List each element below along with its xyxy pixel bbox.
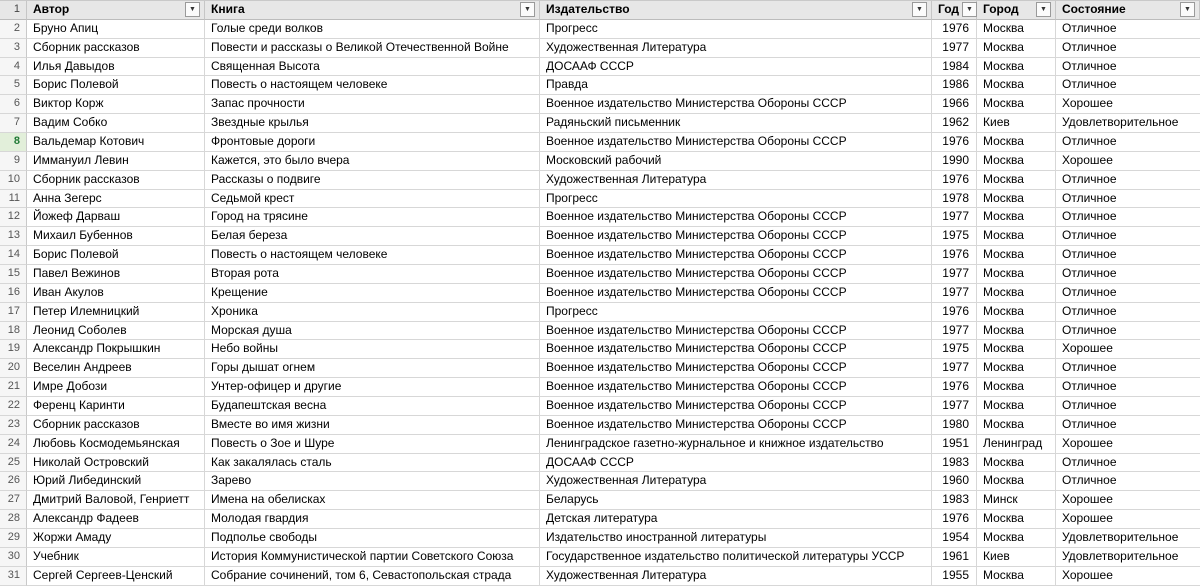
cell-condition[interactable]: Отличное [1056, 397, 1200, 416]
cell-condition[interactable]: Отличное [1056, 265, 1200, 284]
cell-publisher[interactable]: Прогресс [540, 20, 932, 39]
cell-condition[interactable]: Отличное [1056, 303, 1200, 322]
cell-publisher[interactable]: Правда [540, 76, 932, 95]
cell-city[interactable]: Москва [977, 152, 1056, 171]
cell-book[interactable]: Вторая рота [205, 265, 540, 284]
row-number[interactable]: 9 [0, 152, 27, 171]
cell-condition[interactable]: Отличное [1056, 58, 1200, 77]
cell-book[interactable]: Кажется, это было вчера [205, 152, 540, 171]
cell-author[interactable]: Сборник рассказов [27, 416, 205, 435]
cell-year[interactable]: 1976 [932, 20, 977, 39]
cell-book[interactable]: Город на трясине [205, 208, 540, 227]
cell-city[interactable]: Москва [977, 190, 1056, 209]
column-header-book[interactable] [205, 1, 540, 20]
cell-year[interactable]: 1977 [932, 322, 977, 341]
cell-publisher[interactable]: Издательство иностранной литературы [540, 529, 932, 548]
cell-publisher[interactable]: Военное издательство Министерства Обороны СССР [540, 265, 932, 284]
cell-publisher[interactable]: ДОСААФ СССР [540, 454, 932, 473]
filter-dropdown-publisher-icon[interactable]: ▼ [912, 2, 927, 17]
cell-publisher[interactable]: Военное издательство Министерства Обороны СССР [540, 340, 932, 359]
column-header-label: Состояние [1062, 2, 1126, 17]
cell-book[interactable]: Повесть о настоящем человеке [205, 76, 540, 95]
cell-condition[interactable]: Хорошее [1056, 152, 1200, 171]
cell-year[interactable]: 1977 [932, 39, 977, 58]
cell-condition[interactable]: Удовлетворительное [1056, 114, 1200, 133]
cell-author[interactable]: Сергей Сергеев-Ценский [27, 567, 205, 586]
cell-author[interactable]: Любовь Космодемьянская [27, 435, 205, 454]
table-row [0, 510, 1200, 529]
cell-city[interactable]: Москва [977, 510, 1056, 529]
cell-year[interactable]: 1961 [932, 548, 977, 567]
cell-publisher[interactable]: Художественная Литература [540, 567, 932, 586]
cell-author[interactable]: Вальдемар Котович [27, 133, 205, 152]
row-number[interactable]: 20 [0, 359, 27, 378]
cell-year[interactable]: 1976 [932, 510, 977, 529]
cell-publisher[interactable]: ДОСААФ СССР [540, 58, 932, 77]
cell-author[interactable]: Александр Фадеев [27, 510, 205, 529]
cell-city[interactable]: Москва [977, 378, 1056, 397]
column-header-label: Год [938, 2, 959, 17]
table-row [0, 76, 1200, 95]
cell-city[interactable]: Москва [977, 340, 1056, 359]
cell-book[interactable]: Небо войны [205, 340, 540, 359]
table-row [0, 491, 1200, 510]
cell-book[interactable]: Молодая гвардия [205, 510, 540, 529]
column-header-label: Книга [211, 2, 245, 17]
cell-year[interactable]: 1983 [932, 491, 977, 510]
cell-city[interactable]: Москва [977, 359, 1056, 378]
cell-city[interactable]: Москва [977, 76, 1056, 95]
table-row [0, 208, 1200, 227]
corner-row-number[interactable]: 1 [0, 1, 27, 20]
cell-condition[interactable]: Отличное [1056, 208, 1200, 227]
cell-year[interactable]: 1960 [932, 472, 977, 491]
cell-year[interactable]: 1975 [932, 227, 977, 246]
filter-dropdown-author-icon[interactable]: ▼ [185, 2, 200, 17]
row-number[interactable]: 23 [0, 416, 27, 435]
cell-author[interactable]: Дмитрий Валовой, Генриетт [27, 491, 205, 510]
cell-condition[interactable]: Отличное [1056, 378, 1200, 397]
cell-year[interactable]: 1977 [932, 208, 977, 227]
row-number[interactable]: 21 [0, 378, 27, 397]
cell-city[interactable]: Москва [977, 95, 1056, 114]
cell-city[interactable]: Москва [977, 454, 1056, 473]
cell-condition[interactable]: Хорошее [1056, 95, 1200, 114]
cell-author[interactable]: Ференц Каринти [27, 397, 205, 416]
cell-city[interactable]: Москва [977, 397, 1056, 416]
cell-condition[interactable]: Хорошее [1056, 491, 1200, 510]
cell-condition[interactable]: Отличное [1056, 133, 1200, 152]
table-row [0, 472, 1200, 491]
cell-book[interactable]: Священная Высота [205, 58, 540, 77]
cell-author[interactable]: Юрий Либединский [27, 472, 205, 491]
table-row [0, 284, 1200, 303]
cell-publisher[interactable]: Военное издательство Министерства Обороны СССР [540, 284, 932, 303]
cell-year[interactable]: 1951 [932, 435, 977, 454]
cell-author[interactable]: Николай Островский [27, 454, 205, 473]
cell-book[interactable]: Повесть о настоящем человеке [205, 246, 540, 265]
cell-author[interactable]: Вадим Собко [27, 114, 205, 133]
cell-book[interactable]: Белая береза [205, 227, 540, 246]
cell-publisher[interactable]: Государственное издательство политической литературы УССР [540, 548, 932, 567]
cell-city[interactable]: Москва [977, 472, 1056, 491]
cell-book[interactable]: Как закалялась сталь [205, 454, 540, 473]
table-row [0, 133, 1200, 152]
filter-dropdown-condition-icon[interactable]: ▼ [1180, 2, 1195, 17]
cell-condition[interactable]: Отличное [1056, 39, 1200, 58]
cell-year[interactable]: 1986 [932, 76, 977, 95]
cell-publisher[interactable]: Художественная Литература [540, 472, 932, 491]
cell-publisher[interactable]: Прогресс [540, 303, 932, 322]
cell-author[interactable]: Павел Вежинов [27, 265, 205, 284]
cell-year[interactable]: 1975 [932, 340, 977, 359]
cell-book[interactable]: Звездные крылья [205, 114, 540, 133]
cell-book[interactable]: Имена на обелисках [205, 491, 540, 510]
column-header-author[interactable] [27, 1, 205, 20]
header-row [0, 1, 1200, 20]
cell-year[interactable]: 1976 [932, 246, 977, 265]
cell-publisher[interactable]: Военное издательство Министерства Обороны СССР [540, 227, 932, 246]
cell-publisher[interactable]: Военное издательство Министерства Обороны СССР [540, 397, 932, 416]
row-number[interactable]: 15 [0, 265, 27, 284]
cell-year[interactable]: 1976 [932, 133, 977, 152]
cell-city[interactable]: Москва [977, 20, 1056, 39]
cell-publisher[interactable]: Беларусь [540, 491, 932, 510]
cell-publisher[interactable]: Художественная Литература [540, 39, 932, 58]
row-number[interactable]: 5 [0, 76, 27, 95]
cell-publisher[interactable]: Ленинградское газетно-журнальное и книжное издательство [540, 435, 932, 454]
cell-author[interactable]: Сборник рассказов [27, 171, 205, 190]
cell-publisher[interactable]: Прогресс [540, 190, 932, 209]
cell-book[interactable]: Подполье свободы [205, 529, 540, 548]
row-number[interactable]: 18 [0, 322, 27, 341]
cell-publisher[interactable]: Художественная Литература [540, 171, 932, 190]
cell-book[interactable]: Фронтовые дороги [205, 133, 540, 152]
cell-book[interactable]: Морская душа [205, 322, 540, 341]
cell-book[interactable]: Горы дышат огнем [205, 359, 540, 378]
cell-author[interactable]: Борис Полевой [27, 246, 205, 265]
row-number[interactable]: 25 [0, 454, 27, 473]
table-row [0, 303, 1200, 322]
cell-condition[interactable]: Хорошее [1056, 435, 1200, 454]
cell-condition[interactable]: Хорошее [1056, 340, 1200, 359]
table-row [0, 152, 1200, 171]
cell-condition[interactable]: Отличное [1056, 284, 1200, 303]
cell-city[interactable]: Москва [977, 39, 1056, 58]
row-number[interactable]: 17 [0, 303, 27, 322]
cell-author[interactable]: Сборник рассказов [27, 39, 205, 58]
column-header-condition[interactable] [1056, 1, 1200, 20]
cell-year[interactable]: 1976 [932, 378, 977, 397]
cell-publisher[interactable]: Военное издательство Министерства Обороны СССР [540, 208, 932, 227]
cell-publisher[interactable]: Военное издательство Министерства Обороны СССР [540, 95, 932, 114]
cell-author[interactable]: Илья Давыдов [27, 58, 205, 77]
cell-condition[interactable]: Отличное [1056, 246, 1200, 265]
cell-publisher[interactable]: Военное издательство Министерства Обороны СССР [540, 246, 932, 265]
table-row [0, 95, 1200, 114]
cell-publisher[interactable]: Военное издательство Министерства Обороны СССР [540, 133, 932, 152]
cell-author[interactable]: Виктор Корж [27, 95, 205, 114]
cell-book[interactable]: Собрание сочинений, том 6, Севастопольская страда [205, 567, 540, 586]
cell-author[interactable]: Леонид Соболев [27, 322, 205, 341]
table-row [0, 171, 1200, 190]
row-number[interactable]: 13 [0, 227, 27, 246]
cell-author[interactable]: Йожеф Дарваш [27, 208, 205, 227]
cell-city[interactable]: Москва [977, 265, 1056, 284]
cell-year[interactable]: 1983 [932, 454, 977, 473]
cell-author[interactable]: Иван Акулов [27, 284, 205, 303]
table-row [0, 378, 1200, 397]
cell-book[interactable]: Хроника [205, 303, 540, 322]
row-number[interactable]: 14 [0, 246, 27, 265]
row-number[interactable]: 30 [0, 548, 27, 567]
table-row [0, 265, 1200, 284]
cell-city[interactable]: Москва [977, 303, 1056, 322]
table-row [0, 227, 1200, 246]
cell-year[interactable]: 1984 [932, 58, 977, 77]
row-number[interactable]: 29 [0, 529, 27, 548]
cell-author[interactable]: Веселин Андреев [27, 359, 205, 378]
cell-author[interactable]: Жоржи Амаду [27, 529, 205, 548]
row-number[interactable]: 16 [0, 284, 27, 303]
cell-condition[interactable]: Отличное [1056, 20, 1200, 39]
cell-condition[interactable]: Отличное [1056, 171, 1200, 190]
column-header-city[interactable] [977, 1, 1056, 20]
cell-condition[interactable]: Отличное [1056, 416, 1200, 435]
cell-book[interactable]: Унтер-офицер и другие [205, 378, 540, 397]
table-row [0, 416, 1200, 435]
cell-city[interactable]: Москва [977, 529, 1056, 548]
row-number[interactable]: 3 [0, 39, 27, 58]
cell-author[interactable]: Иммануил Левин [27, 152, 205, 171]
row-number[interactable]: 6 [0, 95, 27, 114]
cell-author[interactable]: Михаил Бубеннов [27, 227, 205, 246]
row-number[interactable]: 31 [0, 567, 27, 586]
cell-year[interactable]: 1977 [932, 359, 977, 378]
cell-city[interactable]: Москва [977, 284, 1056, 303]
filter-dropdown-book-icon[interactable]: ▼ [520, 2, 535, 17]
column-header-label: Город [983, 2, 1019, 17]
cell-book[interactable]: Будапештская весна [205, 397, 540, 416]
cell-condition[interactable]: Отличное [1056, 190, 1200, 209]
cell-condition[interactable]: Отличное [1056, 76, 1200, 95]
sheet-body [0, 20, 1200, 586]
cell-year[interactable]: 1990 [932, 152, 977, 171]
table-row [0, 58, 1200, 77]
cell-publisher[interactable]: Военное издательство Министерства Обороны СССР [540, 322, 932, 341]
cell-condition[interactable]: Удовлетворительное [1056, 529, 1200, 548]
cell-city[interactable]: Ленинград [977, 435, 1056, 454]
cell-city[interactable]: Москва [977, 133, 1056, 152]
cell-year[interactable]: 1980 [932, 416, 977, 435]
cell-city[interactable]: Минск [977, 491, 1056, 510]
cell-year[interactable]: 1976 [932, 303, 977, 322]
cell-year[interactable]: 1976 [932, 171, 977, 190]
cell-book[interactable]: Повесть о Зое и Шуре [205, 435, 540, 454]
cell-book[interactable]: Повести и рассказы о Великой Отечественной Войне [205, 39, 540, 58]
cell-city[interactable]: Москва [977, 322, 1056, 341]
cell-condition[interactable]: Хорошее [1056, 510, 1200, 529]
cell-year[interactable]: 1954 [932, 529, 977, 548]
column-header-year[interactable] [932, 1, 977, 20]
table-row [0, 567, 1200, 586]
row-number[interactable]: 24 [0, 435, 27, 454]
table-row [0, 454, 1200, 473]
cell-condition[interactable]: Отличное [1056, 227, 1200, 246]
filter-dropdown-city-icon[interactable]: ▼ [1036, 2, 1051, 17]
table-row [0, 20, 1200, 39]
table-row [0, 190, 1200, 209]
column-header-label: Автор [33, 2, 70, 17]
cell-city[interactable]: Киев [977, 114, 1056, 133]
table-row [0, 114, 1200, 133]
cell-condition[interactable]: Хорошее [1056, 567, 1200, 586]
cell-city[interactable]: Москва [977, 567, 1056, 586]
cell-year[interactable]: 1966 [932, 95, 977, 114]
cell-condition[interactable]: Отличное [1056, 322, 1200, 341]
cell-city[interactable]: Москва [977, 246, 1056, 265]
cell-year[interactable]: 1962 [932, 114, 977, 133]
row-number[interactable]: 27 [0, 491, 27, 510]
cell-condition[interactable]: Отличное [1056, 472, 1200, 491]
cell-author[interactable]: Петер Илемницкий [27, 303, 205, 322]
cell-condition[interactable]: Удовлетворительное [1056, 548, 1200, 567]
table-row [0, 435, 1200, 454]
cell-author[interactable]: Анна Зегерс [27, 190, 205, 209]
row-number[interactable]: 2 [0, 20, 27, 39]
row-number[interactable]: 11 [0, 190, 27, 209]
cell-publisher[interactable]: Детская литература [540, 510, 932, 529]
row-number[interactable]: 4 [0, 58, 27, 77]
table-row [0, 529, 1200, 548]
cell-year[interactable]: 1978 [932, 190, 977, 209]
column-header-label: Издательство [546, 2, 630, 17]
table-row [0, 39, 1200, 58]
cell-year[interactable]: 1977 [932, 284, 977, 303]
table-row [0, 322, 1200, 341]
row-number[interactable]: 7 [0, 114, 27, 133]
cell-book[interactable]: Голые среди волков [205, 20, 540, 39]
cell-year[interactable]: 1955 [932, 567, 977, 586]
row-number[interactable]: 19 [0, 340, 27, 359]
table-row [0, 397, 1200, 416]
cell-book[interactable]: Рассказы о подвиге [205, 171, 540, 190]
cell-author[interactable]: Имре Добози [27, 378, 205, 397]
cell-publisher[interactable]: Военное издательство Министерства Обороны СССР [540, 416, 932, 435]
row-number[interactable]: 26 [0, 472, 27, 491]
cell-book[interactable]: Запас прочности [205, 95, 540, 114]
cell-year[interactable]: 1977 [932, 265, 977, 284]
cell-book[interactable]: Вместе во имя жизни [205, 416, 540, 435]
cell-author[interactable]: Александр Покрышкин [27, 340, 205, 359]
cell-city[interactable]: Киев [977, 548, 1056, 567]
row-number[interactable]: 28 [0, 510, 27, 529]
cell-publisher[interactable]: Радяньский письменник [540, 114, 932, 133]
cell-city[interactable]: Москва [977, 416, 1056, 435]
row-number[interactable]: 10 [0, 171, 27, 190]
table-row [0, 359, 1200, 378]
cell-publisher[interactable]: Московский рабочий [540, 152, 932, 171]
cell-publisher[interactable]: Военное издательство Министерства Обороны СССР [540, 359, 932, 378]
cell-city[interactable]: Москва [977, 58, 1056, 77]
column-header-publisher[interactable] [540, 1, 932, 20]
table-row [0, 340, 1200, 359]
cell-publisher[interactable]: Военное издательство Министерства Обороны СССР [540, 378, 932, 397]
table-row [0, 246, 1200, 265]
cell-condition[interactable]: Отличное [1056, 454, 1200, 473]
cell-book[interactable]: История Коммунистической партии Советского Союза [205, 548, 540, 567]
filter-dropdown-year-icon[interactable]: ▼ [962, 2, 977, 17]
cell-author[interactable]: Бруно Апиц [27, 20, 205, 39]
cell-year[interactable]: 1977 [932, 397, 977, 416]
cell-condition[interactable]: Отличное [1056, 359, 1200, 378]
row-number[interactable]: 22 [0, 397, 27, 416]
row-number[interactable]: 8 [0, 133, 27, 152]
cell-city[interactable]: Москва [977, 208, 1056, 227]
cell-author[interactable]: Борис Полевой [27, 76, 205, 95]
cell-book[interactable]: Зарево [205, 472, 540, 491]
cell-city[interactable]: Москва [977, 171, 1056, 190]
row-number[interactable]: 12 [0, 208, 27, 227]
cell-book[interactable]: Седьмой крест [205, 190, 540, 209]
cell-author[interactable]: Учебник [27, 548, 205, 567]
cell-city[interactable]: Москва [977, 227, 1056, 246]
cell-book[interactable]: Крещение [205, 284, 540, 303]
table-row [0, 548, 1200, 567]
